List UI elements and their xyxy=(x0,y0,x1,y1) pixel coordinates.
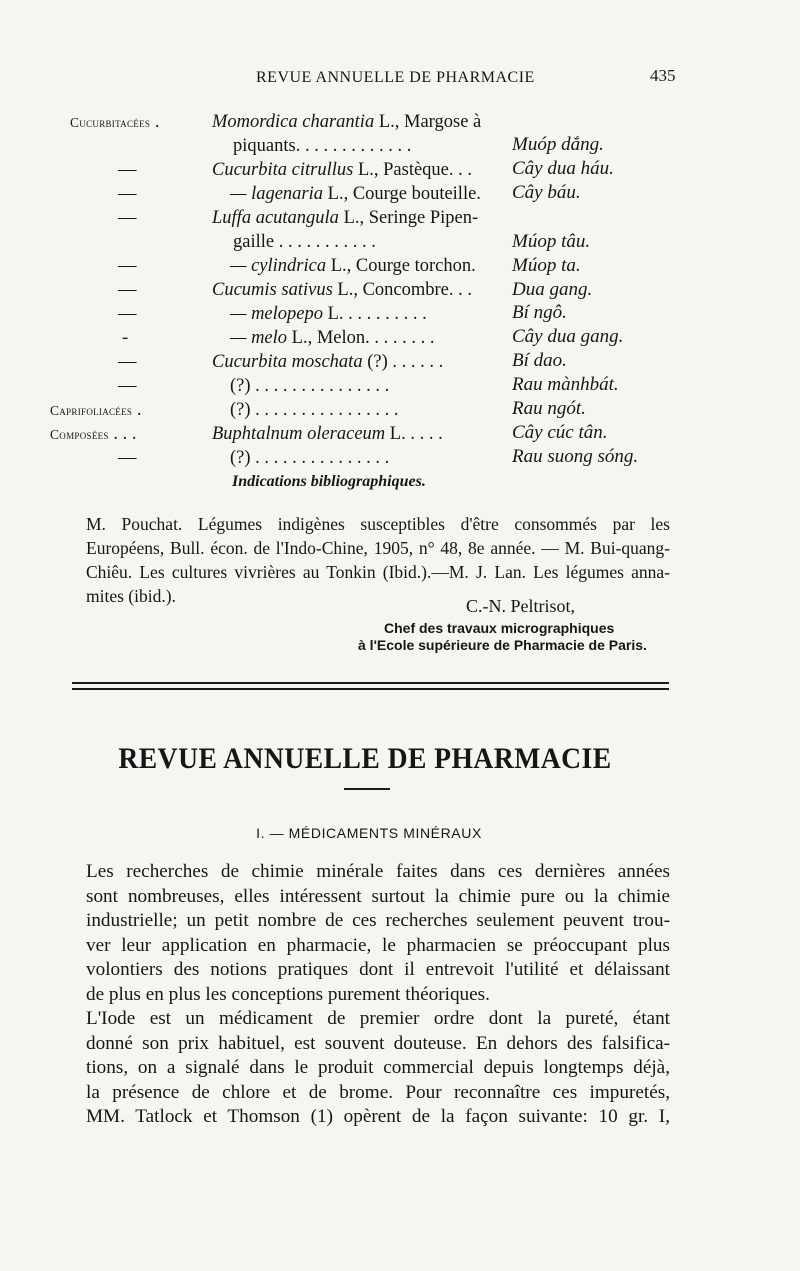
species-continuation: piquants. . . . . . . . . . . . . xyxy=(233,136,412,156)
family-ditto: — xyxy=(118,208,137,228)
vietnamese-name: Múop tâu. xyxy=(512,231,591,252)
species-latin: Cucurbita citrullus xyxy=(212,160,354,180)
vietnamese-name: Cây cúc tân. xyxy=(512,422,608,443)
family-separator: . xyxy=(154,112,160,132)
species-common: L., Courge bouteille. xyxy=(323,184,481,204)
species-common: L., Pastèque. . . xyxy=(353,160,473,180)
table-row xyxy=(50,422,136,447)
species-common: L., Concombre. . . xyxy=(332,280,473,300)
species-common: L., Seringe Pipen- xyxy=(338,208,479,228)
species-cell xyxy=(212,206,478,230)
paragraph-line: Les recherches de chimie minérale faites dans ces dernières années xyxy=(86,861,670,882)
species-latin: — lagenaria xyxy=(230,184,324,204)
paragraph-1 xyxy=(86,860,670,1008)
species-cell xyxy=(212,422,443,446)
species-cell xyxy=(230,254,476,278)
vietnamese-name: Muóp dắng. xyxy=(512,134,604,155)
vietnamese-name: Bí ngô. xyxy=(512,302,567,323)
paragraph-line: tions, on a signalé dans le produit commercial depuis longtemps déjà, xyxy=(86,1057,670,1079)
family-ditto: — xyxy=(118,280,137,300)
species-common: L., Melon. . . . . . . . xyxy=(287,328,435,348)
species-cell xyxy=(230,302,427,326)
table-row xyxy=(70,110,159,135)
species-cell xyxy=(230,374,389,398)
vietnamese-name: Dua gang. xyxy=(512,279,593,300)
family-name: Caprifoliacées xyxy=(50,403,133,418)
subsection-title: I. — MÉDICAMENTS MINÉRAUX xyxy=(256,825,482,841)
vietnamese-name: Cây dua háu. xyxy=(512,158,614,179)
vietnamese-name: Rau mànhbát. xyxy=(512,374,619,395)
running-head: REVUE ANNUELLE DE PHARMACIE xyxy=(256,69,535,86)
vietnamese-name: Rau suong sóng. xyxy=(512,446,639,467)
vietnamese-name: Cây dua gang. xyxy=(512,326,624,347)
species-latin: Cucumis sativus xyxy=(212,280,333,300)
species-continuation: gaille . . . . . . . . . . . xyxy=(233,232,376,252)
family-ditto: — xyxy=(118,352,137,372)
species-latin: Momordica charantia xyxy=(212,112,375,132)
bibliography-heading: Indications bibliographiques. xyxy=(232,473,426,490)
species-cell xyxy=(230,446,389,470)
vietnamese-name: Cây báu. xyxy=(512,182,581,203)
paragraph-line: la présence de chlore et de brome. Pour reconnaître ces impuretés, xyxy=(86,1081,670,1103)
divider-rule-top xyxy=(72,682,669,684)
family-name: Composées xyxy=(50,427,109,442)
paragraph-line: sont nombreuses, elles intéressent surtout la chimie pure ou la chimie xyxy=(86,885,670,907)
species-cell xyxy=(230,326,435,350)
table-row xyxy=(50,398,141,423)
bibliography-line: M. Pouchat. Légumes indigènes susceptibles d'être consommés par les xyxy=(86,514,670,534)
family-ditto: — xyxy=(118,376,137,396)
paragraph-line: donné son prix habituel, est souvent douteuse. En dehors des falsifica- xyxy=(86,1032,670,1054)
bibliography-line: Européens, Bull. écon. de l'Indo-Chine, 1905, n° 48, 8e année. — M. Bui-quang- xyxy=(86,538,670,558)
species-latin: Cucurbita moschata xyxy=(212,352,363,372)
divider-rule-bottom xyxy=(72,688,669,690)
paragraph-line: L'Iode est un médicament de premier ordre dont la pureté, étant xyxy=(86,1008,670,1029)
bibliography-line: Chiêu. Les cultures vivrières au Tonkin (Ibid.).—M. J. Lan. Les légumes anna- xyxy=(86,562,670,582)
family-ditto: — xyxy=(118,448,137,468)
vietnamese-name: Rau ngót. xyxy=(512,398,586,419)
species-common: (?) . . . . . . . . . . . . . . . . xyxy=(230,400,399,420)
species-latin: Buphtalnum oleraceum xyxy=(212,424,386,444)
species-cell xyxy=(212,110,481,134)
species-common: L., Courge torchon. xyxy=(326,256,476,276)
family-ditto: — xyxy=(118,256,137,276)
bibliography xyxy=(86,512,670,608)
paragraph-2 xyxy=(86,1007,670,1130)
species-latin: — cylindrica xyxy=(230,256,327,276)
species-latin: — melopepo xyxy=(230,304,323,324)
family-name: Cucurbitacées xyxy=(70,115,151,130)
title-underline xyxy=(344,788,390,790)
species-common: (?) . . . . . . xyxy=(362,352,444,372)
species-common: L. . . . . xyxy=(385,424,443,444)
family-ditto: — xyxy=(118,184,137,204)
species-common: (?) . . . . . . . . . . . . . . . xyxy=(230,448,390,468)
bibliography-line: mites (ibid.). xyxy=(86,586,176,606)
species-cell xyxy=(212,350,443,374)
page-number: 435 xyxy=(650,66,676,85)
paragraph-line: volontiers des notions pratiques dont il entrevoit l'utilité et délaissant xyxy=(86,959,670,981)
family-separator: . . . xyxy=(113,424,137,444)
paragraph-line: ver leur application en pharmacie, le pharmacien se préoccupant plus xyxy=(86,934,670,956)
species-common: L., Margose à xyxy=(374,112,482,132)
species-common: L. . . . . . . . . . xyxy=(323,304,427,324)
family-ditto: - xyxy=(122,328,129,348)
species-latin: — melo xyxy=(230,328,288,348)
species-cell xyxy=(230,398,399,422)
species-latin: Luffa acutangula xyxy=(212,208,339,228)
author-title: Chef des travaux micrographiques xyxy=(384,620,615,636)
paragraph-line: de plus en plus les conceptions purement théoriques. xyxy=(86,983,490,1005)
family-ditto: — xyxy=(118,304,137,324)
family-separator: . xyxy=(136,400,142,420)
family-ditto: — xyxy=(118,160,137,180)
species-cell xyxy=(212,158,472,182)
paragraph-line: industrielle; un petit nombre de ces recherches seulement peuvent trou- xyxy=(86,910,670,932)
vietnamese-name: Bí dao. xyxy=(512,350,567,371)
paragraph-line: MM. Tatlock et Thomson (1) opèrent de la façon suivante: 10 gr. I, xyxy=(86,1106,670,1128)
species-cell xyxy=(212,278,472,302)
author-affiliation: à l'Ecole supérieure de Pharmacie de Paris. xyxy=(358,637,647,653)
species-cell xyxy=(230,182,481,206)
section-title: REVUE ANNUELLE DE PHARMACIE xyxy=(118,742,612,775)
author-signature: C.-N. Peltrisot, xyxy=(466,596,576,616)
species-common: (?) . . . . . . . . . . . . . . . xyxy=(230,376,390,396)
vietnamese-name: Múop ta. xyxy=(512,255,581,276)
